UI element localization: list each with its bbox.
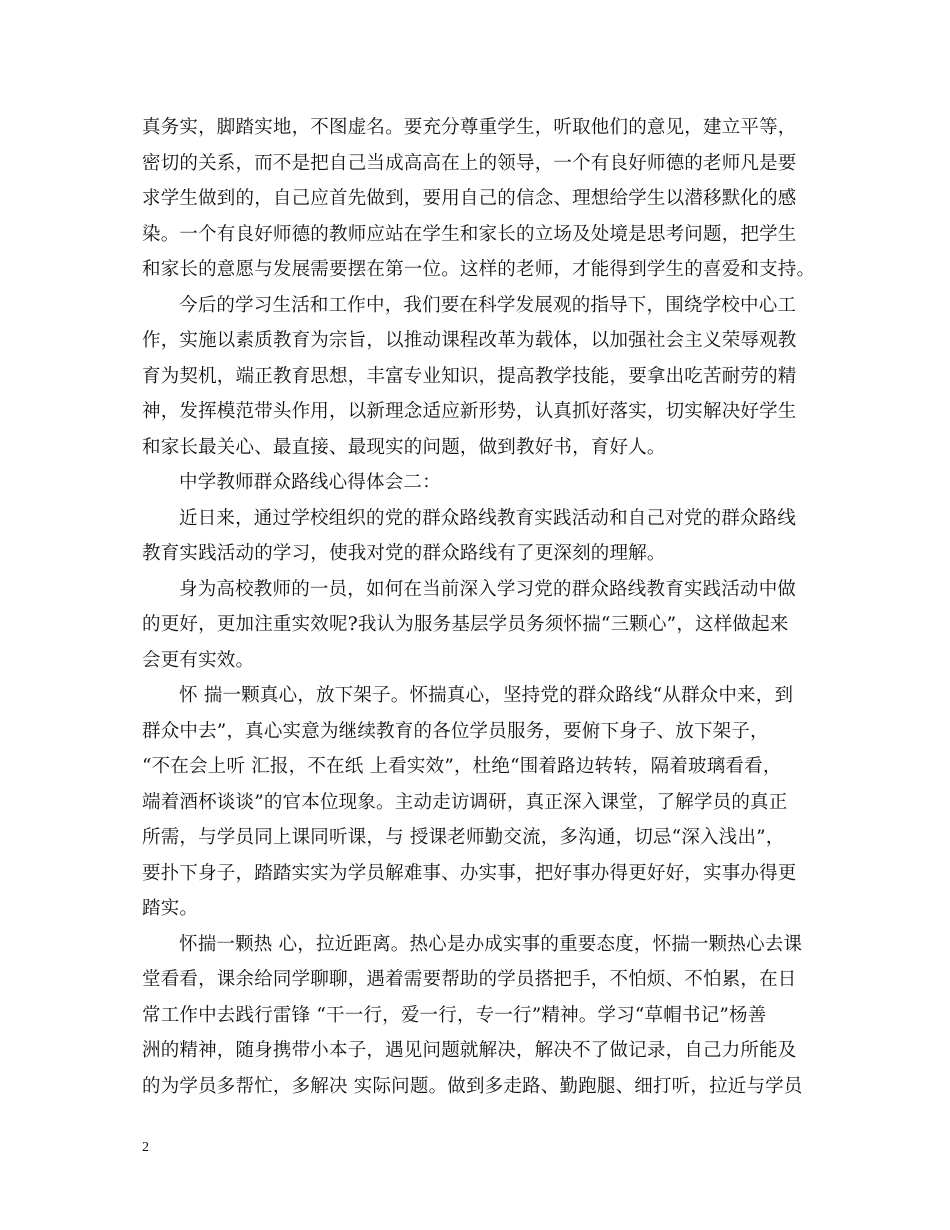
text-line: 端着酒杯谈谈”的官本位现象。主动走访调研，真正深入课堂，了解学员的真正 <box>142 791 788 813</box>
text-line: 教育实践活动的学习，使我对党的群众路线有了更深刻的理解。 <box>142 543 666 564</box>
text-line: 求学生做到的，自己应首先做到，要用自己的信念、理想给学生以潜移默化的感 <box>142 188 797 209</box>
text-line: 中学教师群众路线心得体会二： <box>179 472 441 493</box>
text-line: 会更有实效。 <box>142 649 255 671</box>
text-line: 的更好，更加注重实效呢?我认为服务基层学员务须怀揣“三颗心”，这样做起来 <box>142 614 789 635</box>
text-line: 染。一个有良好师德的教师应站在学生和家长的立场及处境是思考问题，把学生 <box>142 223 797 245</box>
text-line: 和家长最关心、最直接、最现实的问题，做到教好书，育好人。 <box>142 436 666 458</box>
body-text <box>142 110 816 1104</box>
text-line: 怀揣一颗热 心，拉近距离。热心是办成实事的重要态度，怀揣一颗热心去课 <box>179 933 803 955</box>
text-line: 和家长的意愿与发展需要摆在第一位。这样的老师，才能得到学生的喜爱和支持。 <box>142 259 816 280</box>
text-line: 今后的学习生活和工作中，我们要在科学发展观的指导下，围绕学校中心工 <box>179 294 797 316</box>
text-line: 育为契机，端正教育思想，丰富专业知识，提高教学技能，要拿出吃苦耐劳的精 <box>142 365 797 387</box>
page-number: 2 <box>142 1140 149 1155</box>
text-line: 神，发挥模范带头作用，以新理念适应新形势，认真抓好落实，切实解决好学生 <box>142 401 797 422</box>
text-line: 群众中去”，真心实意为继续教育的各位学员服务，要俯下身子、放下架子， <box>142 720 769 742</box>
text-line: 身为高校教师的一员，如何在当前深入学习党的群众路线教育实践活动中做 <box>179 578 797 600</box>
text-line: 要扑下身子，踏踏实实为学员解难事、办实事，把好事办得更好好，实事办得更 <box>142 862 797 884</box>
text-line: 常工作中去践行雷锋 “干一行，爱一行，专一行”精神。学习“草帽书记”杨善 <box>142 1004 767 1026</box>
text-line: 的为学员多帮忙，多解决 实际问题。做到多走路、勤跑腿、细打听，拉近与学员 <box>142 1075 803 1097</box>
text-line: 踏实。 <box>142 898 199 919</box>
text-line: 密切的关系，而不是把自己当成高高在上的领导，一个有良好师德的老师凡是要 <box>142 152 797 174</box>
text-line: 洲的精神，随身携带小本子，遇见问题就解决，解决不了做记录，自己力所能及 <box>142 1040 797 1061</box>
text-line: 怀 揣一颗真心，放下架子。怀揣真心，坚持党的群众路线“从群众中来，到 <box>179 685 794 706</box>
text-line: 作，实施以素质教育为宗旨，以推动课程改革为载体，以加强社会主义荣辱观教 <box>142 330 797 351</box>
text-line: 所需，与学员同上课同听课，与 授课老师勤交流，多沟通，切忌“深入浅出”， <box>142 827 785 848</box>
text-line: “不在会上听 汇报，不在纸 上看实效”，杜绝“围着路边转转，隔着玻璃看看， <box>142 756 782 777</box>
text-line: 堂看看，课余给同学聊聊，遇着需要帮助的学员搭把手，不怕烦、不怕累，在日 <box>142 969 797 990</box>
text-line: 真务实，脚踏实地，不图虚名。要充分尊重学生，听取他们的意见，建立平等， <box>142 117 797 138</box>
text-line: 近日来，通过学校组织的党的群众路线教育实践活动和自己对党的群众路线 <box>179 507 797 529</box>
